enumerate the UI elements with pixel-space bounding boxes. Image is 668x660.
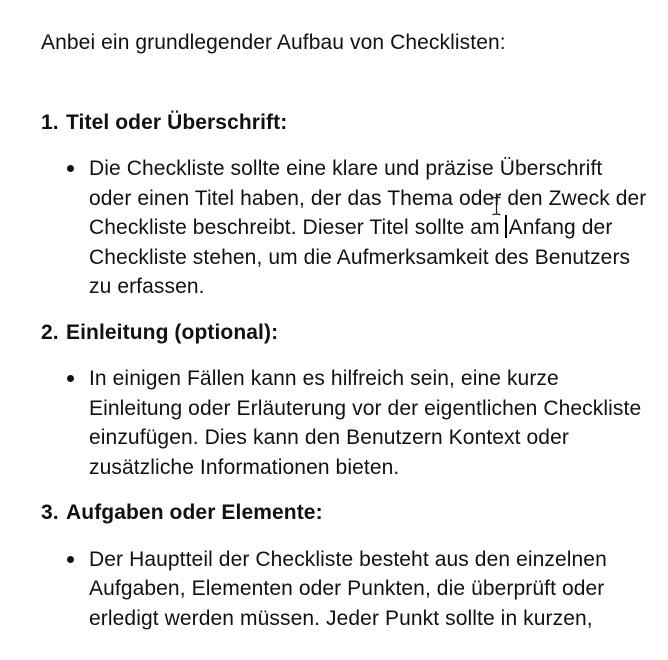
section-title: Einleitung (optional): xyxy=(66,320,279,344)
section-heading xyxy=(41,108,648,138)
list-item xyxy=(41,154,648,302)
bullet-list xyxy=(41,364,648,482)
bullet-list xyxy=(41,545,648,634)
bullet-marker xyxy=(67,556,74,563)
bullet-text xyxy=(89,364,648,482)
text-line: Einleitung oder Erläuterung vor der eigentlichen Checkliste xyxy=(89,396,642,420)
section-titel xyxy=(41,108,648,302)
text-line: In einigen Fällen kann es hilfreich sein, eine kurze xyxy=(89,367,559,390)
bullet-marker xyxy=(67,165,74,172)
bullet-text xyxy=(89,154,648,302)
text-line: Der Hauptteil der Checkliste besteht aus den einzelnen xyxy=(89,547,607,571)
section-number: 3. xyxy=(41,501,59,524)
bullet-text xyxy=(89,545,648,634)
text-line: erledigt werden müssen. Jeder Punkt sollte in kurzen, xyxy=(89,606,593,630)
list-item xyxy=(41,545,648,634)
text-caret xyxy=(505,215,507,238)
section-heading xyxy=(41,318,648,348)
section-title: Titel oder Überschrift: xyxy=(66,110,288,134)
text-after-caret: Anfang der xyxy=(508,216,613,239)
text-line: einzufügen. Dies kann den Benutzern Kontext oder xyxy=(89,426,569,449)
bullet-list xyxy=(41,154,648,302)
list-item xyxy=(41,364,648,482)
section-aufgaben xyxy=(41,498,648,633)
section-title: Aufgaben oder Elemente: xyxy=(66,501,323,524)
section-number: 1. xyxy=(41,110,59,134)
text-line: Aufgaben, Elementen oder Punkten, die überprüft oder xyxy=(89,577,605,600)
text-line: oder einen Titel haben, der das Thema oder den Zweck der xyxy=(89,186,647,210)
intro-paragraph: Anbei ein grundlegender Aufbau von Checklisten: xyxy=(41,31,506,54)
text-line-with-caret xyxy=(89,213,648,243)
text-line: Checkliste stehen, um die Aufmerksamkeit des Benutzers xyxy=(89,245,631,269)
text-line: zusätzliche Informationen bieten. xyxy=(89,455,400,479)
text-line: zu erfassen. xyxy=(89,275,205,298)
bullet-marker xyxy=(67,375,74,382)
section-heading xyxy=(41,498,648,528)
section-number: 2. xyxy=(41,320,59,344)
section-einleitung xyxy=(41,318,648,483)
text-line: Die Checkliste sollte eine klare und präzise Überschrift xyxy=(89,157,603,180)
text-before-caret: Checkliste beschreibt. Dieser Titel sollte am xyxy=(89,216,500,239)
